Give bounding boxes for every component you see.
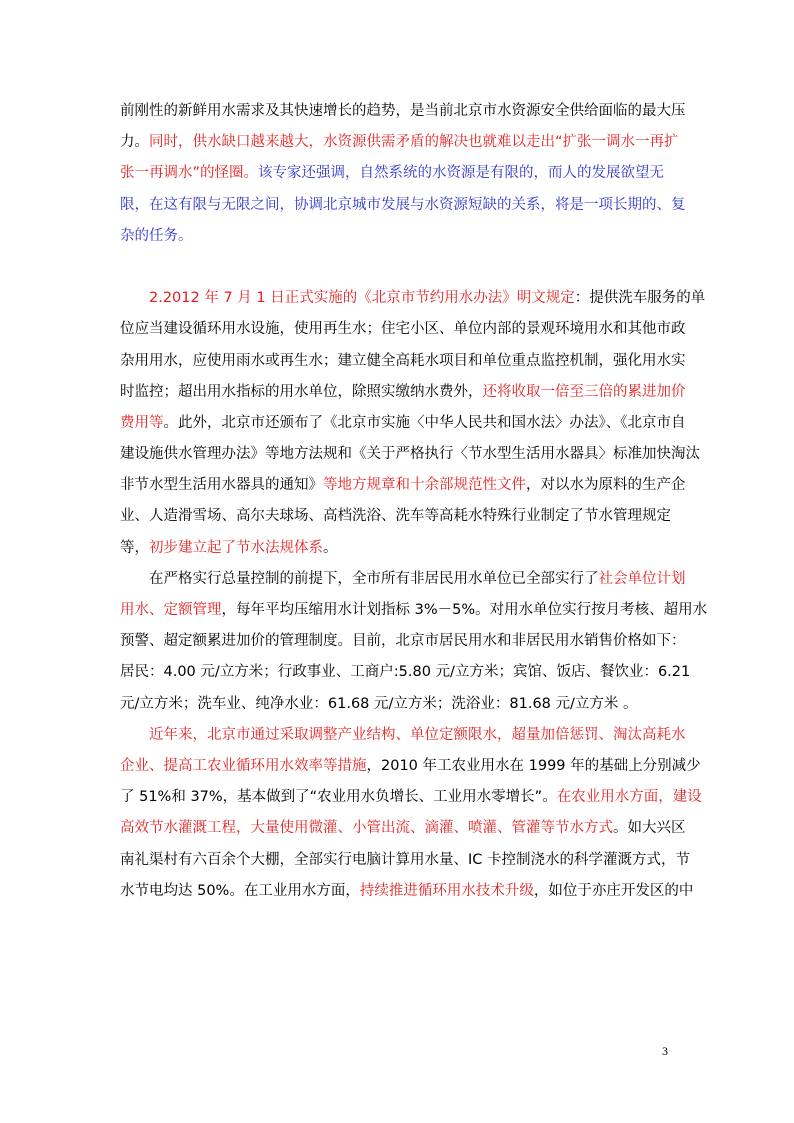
text-segment: ：提供洗车服务的单 bbox=[574, 290, 706, 307]
highlight-red-text: 持续推进循环用水技术升级 bbox=[359, 882, 534, 899]
highlight-red-text: 还将收取一倍至三倍的累进加价 bbox=[482, 383, 686, 400]
text-segment: 。如大兴区 bbox=[613, 820, 686, 837]
page-number: 3 bbox=[662, 1044, 668, 1058]
text-line bbox=[120, 96, 686, 127]
text-line bbox=[120, 626, 686, 657]
highlight-blue-text: 杂的任务。 bbox=[120, 227, 193, 244]
text-line bbox=[120, 221, 678, 252]
text-segment: ，每年平均压缩用水计划指标 3%－5%。对用水单位实行按月考核、超用水 bbox=[221, 602, 708, 618]
text-line bbox=[120, 501, 678, 532]
highlight-red-text: 用水、定额管理 bbox=[120, 602, 222, 618]
text-line bbox=[120, 845, 691, 876]
paragraph-quota-management bbox=[120, 564, 708, 720]
paragraph-water-supply-gap bbox=[120, 96, 686, 252]
text-line bbox=[120, 439, 700, 470]
body-text bbox=[120, 96, 708, 907]
text-line bbox=[120, 346, 686, 377]
text-segment: 居民：4.00 元/立方米；行政事业、工商户:5.80 元/立方米；宾馆、饭店、餐饮业：6.21 bbox=[120, 664, 691, 681]
text-segment: 水节电均达 50%。在工业用水方面， bbox=[120, 882, 360, 899]
highlight-red-text: 在农业用水方面，建设 bbox=[556, 789, 702, 806]
text-segment: 。 bbox=[323, 539, 338, 556]
text-line bbox=[120, 595, 708, 626]
highlight-red-text: 高效节水灌溉工程，大量使用微灌、小管出流、滴灌、喷灌、管灌等节水方式 bbox=[120, 820, 613, 837]
text-line bbox=[120, 127, 678, 158]
highlight-red-text: 2.2012 年 7 月 1 日正式实施的《北京市节约用水办法》明文规定 bbox=[149, 290, 575, 307]
text-line bbox=[120, 751, 701, 782]
text-line bbox=[120, 283, 706, 314]
text-line bbox=[120, 533, 678, 564]
text-segment: 时监控；超出用水指标的用水单位，除照实缴纳水费外， bbox=[120, 383, 483, 400]
text-segment: 预警、超定额累进加价的管理制度。目前，北京市居民用水和非居民用水销售价格如下： bbox=[120, 633, 686, 650]
paragraph-industrial-agricultural-savings bbox=[120, 720, 702, 907]
highlight-red-text: 等地方规章和十余部规范性文件 bbox=[323, 477, 526, 494]
text-segment: 建设施供水管理办法》等地方法规和《关于严格执行〈节水型生活用水器具〉标准加快淘汰 bbox=[120, 446, 700, 463]
text-line bbox=[120, 782, 702, 813]
text-line bbox=[120, 314, 686, 345]
text-segment: 力。 bbox=[120, 134, 149, 151]
text-line bbox=[120, 689, 678, 720]
text-line bbox=[120, 876, 694, 907]
text-line bbox=[120, 158, 678, 189]
highlight-red-text: 张一再调水”的怪圈。 bbox=[120, 165, 259, 182]
highlight-red-text: 社会单位计划 bbox=[598, 570, 686, 587]
text-segment: 业、人造滑雪场、高尔夫球场、高档洗浴、洗车等高耗水特殊行业制定了节水管理规定 bbox=[120, 508, 671, 525]
paragraph-spacer bbox=[120, 252, 678, 283]
text-segment: 前刚性的新鲜用水需求及其快速增长的趋势，是当前北京市水资源安全供给面临的最大压 bbox=[120, 103, 686, 119]
text-segment: 在严格实行总量控制的前提下，全市所有非居民用水单位已全部实行了 bbox=[149, 570, 599, 587]
text-segment: 非节水型生活用水器具的通知》 bbox=[120, 477, 323, 494]
text-line bbox=[120, 657, 691, 688]
text-line bbox=[120, 470, 686, 501]
text-segment: ，对以水为原料的生产企 bbox=[526, 477, 686, 494]
highlight-red-text: 企业、提高工农业循环用水效率等措施 bbox=[120, 757, 367, 774]
highlight-blue-text: 限，在这有限与无限之间，协调北京城市发展与水资源短缺的关系，将是一项长期的、复 bbox=[120, 196, 686, 213]
text-line bbox=[120, 813, 686, 844]
highlight-blue-text: 该专家还强调，自然系统的水资源是有限的，而人的发展欲望无 bbox=[258, 165, 665, 182]
highlight-red-text: 费用等 bbox=[120, 414, 164, 431]
text-segment: 杂用用水，应使用雨水或再生水；建立健全高耗水项目和单位重点监控机制，强化用水实 bbox=[120, 352, 686, 369]
text-segment: 元/立方米；洗车业、纯净水业：61.68 元/立方米；洗浴业：81.68 元/立方米 。 bbox=[120, 695, 638, 712]
text-segment: 。此外，北京市还颁布了《北京市实施〈中华人民共和国水法〉办法》、《北京市自 bbox=[163, 414, 686, 431]
highlight-red-text: 同时，供水缺口越来越大，水资源供需矛盾的解决也就难以走出“扩张一调水一再扩 bbox=[149, 134, 679, 151]
text-segment: 位应当建设循环用水设施，使用再生水；住宅小区、单位内部的景观环境用水和其他市政 bbox=[120, 321, 686, 338]
highlight-red-text: 近年来，北京市通过采取调整产业结构、单位定额限水，超量加倍惩罚、淘汰高耗水 bbox=[149, 726, 686, 743]
highlight-red-text: 初步建立起了节水法规体系 bbox=[149, 539, 323, 556]
text-line bbox=[120, 377, 686, 408]
text-segment: ，如位于亦庄开发区的中 bbox=[533, 882, 694, 899]
text-line bbox=[120, 720, 686, 751]
text-line bbox=[120, 564, 686, 595]
text-segment: 等， bbox=[120, 539, 149, 556]
paragraph-water-saving-regulations bbox=[120, 283, 706, 564]
text-line bbox=[120, 408, 686, 439]
text-segment: 了 51%和 37%，基本做到了“农业用水负增长、工业用水零增长”。 bbox=[120, 789, 557, 806]
text-line bbox=[120, 190, 686, 221]
text-segment: ，2010 年工农业用水在 1999 年的基础上分别减少 bbox=[366, 757, 701, 774]
text-segment: 南礼渠村有六百余个大棚，全部实行电脑计算用水量、IC 卡控制浇水的科学灌溉方式，节 bbox=[120, 851, 691, 868]
